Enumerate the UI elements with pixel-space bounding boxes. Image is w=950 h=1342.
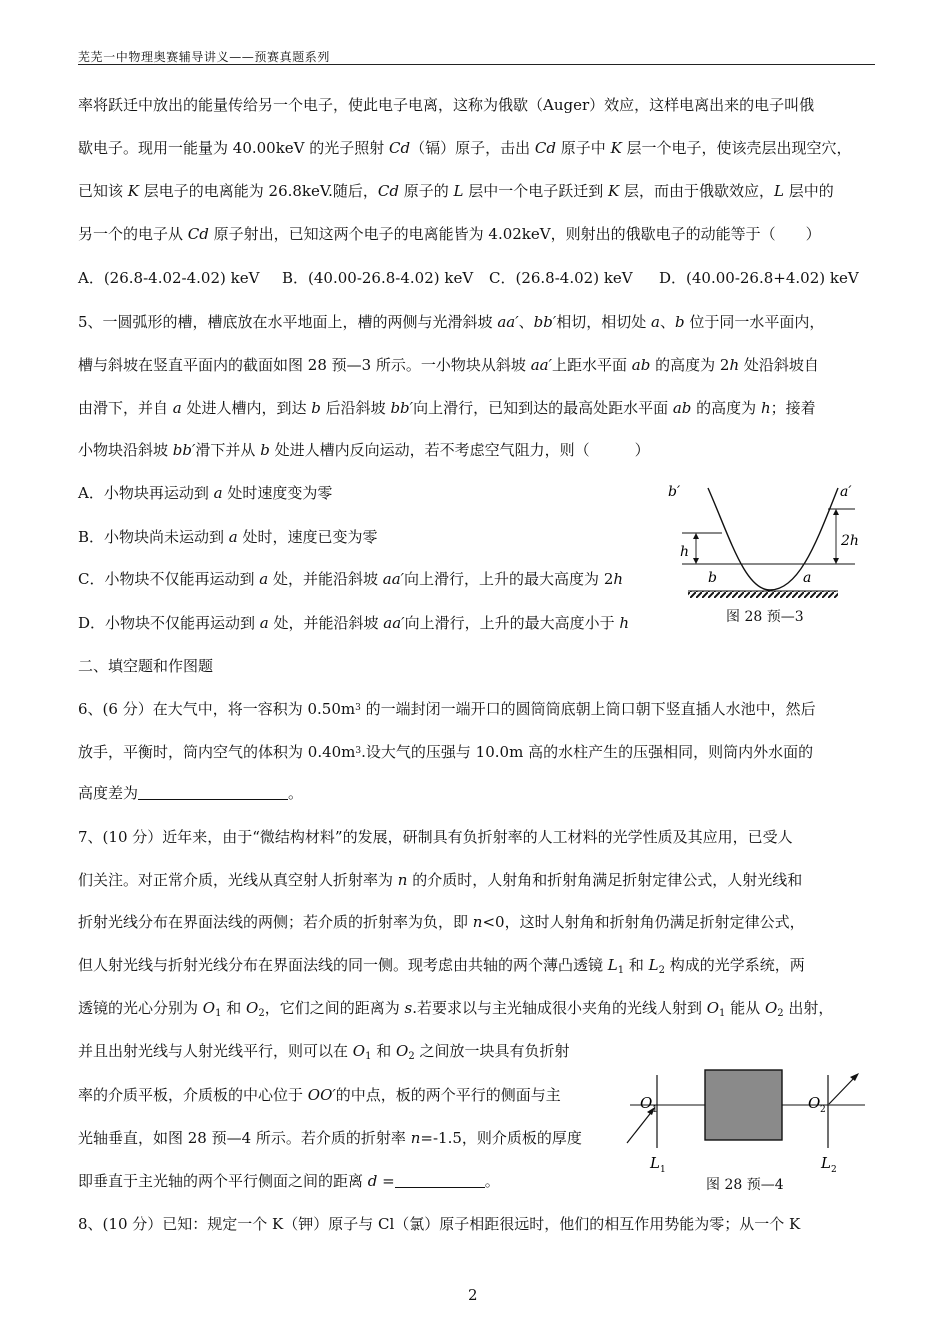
svg-text:2: 2 bbox=[820, 1105, 826, 1115]
trough-curve bbox=[708, 488, 838, 590]
q5-option-d: D．小物块不仅能再运动到 a 处，并能沿斜坡 aa′向上滑行，上升的最大高度小于 h bbox=[78, 614, 630, 632]
figure-lens-system bbox=[625, 1060, 875, 1175]
label-L2: L bbox=[821, 1154, 831, 1172]
q5-option-a: A．小物块再运动到 a 处时速度变为零 bbox=[78, 484, 333, 502]
q7-line-9: 即垂直于主光轴的两个平行侧面之间的距离 d = 。 bbox=[78, 1172, 500, 1190]
q6-line-2: 放手，平衡时，筒内空气的体积为 $0.40m^3$.设大气的压强与 10.0m 高的水柱产生的压强相同，则筒内外水面的 bbox=[78, 743, 814, 761]
q6-line-3: 高度差为 。 bbox=[78, 784, 304, 802]
q4-option-c: C．(26.8-4.02) keV bbox=[489, 269, 633, 287]
q7-line-6: 并且出射光线与人射光线平行，则可以在 $O_1$ 和 $O_2$ 之间放一块具有负折射 bbox=[78, 1042, 570, 1062]
label-b-prime: b′ bbox=[668, 484, 681, 500]
q5-line-4: 小物块沿斜坡 bb′滑下并从 b 处进人槽内反向运动，若不考虑空气阻力，则（ ） bbox=[78, 441, 650, 459]
label-2h: 2h bbox=[841, 533, 859, 549]
q5-line-1: 5、一圆弧形的槽，槽底放在水平地面上，槽的两侧与光滑斜坡 aa′、bb′相切，相切处 a、b 位于同一水平面内， bbox=[78, 313, 825, 331]
svg-text:1: 1 bbox=[652, 1105, 658, 1115]
q8-line-1: 8、(10 分）已知：规定一个 K（钾）原子与 Cl（氯）原子相距很远时，他们的相互作用势能为零；从一个 K bbox=[78, 1215, 801, 1233]
label-a: a bbox=[803, 570, 812, 586]
q7-line-3: 折射光线分布在界面法线的两侧；若介质的折射率为负，即 n<0，这时人射角和折射角仍满足折射定律公式， bbox=[78, 913, 805, 931]
svg-text:1: 1 bbox=[660, 1165, 666, 1175]
q7-line-1: 7、(10 分）近年来，由于“微结构材料”的发展，研制具有负折射率的人工材料的光学性质及其应用，已受人 bbox=[78, 828, 793, 846]
q6-answer-blank[interactable] bbox=[138, 785, 288, 800]
q4-option-d: D．(40.00-26.8+4.02) keV bbox=[659, 269, 859, 287]
q5-line-3: 由滑下，并自 a 处进人槽内，到达 b 后沿斜坡 bb′向上滑行，已知到达的最高处距水平面 ab 的高度为 h；接着 bbox=[78, 399, 816, 417]
q6-line-1: 6、(6 分）在大气中，将一容积为 $0.50m^3$ 的一端封闭一端开口的圆筒筒底朝上筒口朝下竖直插人水池中，然后 bbox=[78, 700, 816, 718]
q7-line-8: 光轴垂直，如图 28 预—4 所示。若介质的折射率 n=-1.5，则介质板的厚度 bbox=[78, 1129, 582, 1147]
label-O1: O bbox=[640, 1094, 653, 1112]
figure-trough bbox=[660, 478, 875, 603]
q4-line-1: 率将跃迁中放出的能量传给另一个电子，使此电子电离，这称为俄歇（Auger）效应，这样电离出来的电子叫俄 bbox=[78, 96, 815, 114]
q5-option-c: C．小物块不仅能再运动到 a 处，并能沿斜坡 aa′向上滑行，上升的最大高度为 2h bbox=[78, 570, 624, 588]
figure-lens-caption: 图 28 预—4 bbox=[706, 1177, 784, 1193]
figure-trough-caption: 图 28 预—3 bbox=[726, 609, 804, 625]
page-number: 2 bbox=[468, 1286, 478, 1304]
q4-option-a: A．(26.8-4.02-4.02) keV bbox=[78, 269, 260, 287]
emergent-ray bbox=[829, 1077, 855, 1104]
page-header: 芜芜一中物理奥赛辅导讲义——预赛真题系列 bbox=[78, 48, 875, 65]
ground-hatch bbox=[688, 591, 838, 598]
label-b: b bbox=[708, 570, 717, 586]
label-h: h bbox=[680, 544, 690, 560]
svg-text:2: 2 bbox=[831, 1165, 837, 1175]
q4-line-3: 已知该 K 层电子的电离能为 26.8keV.随后，Cd 原子的 L 层中一个电子跃迁到 K 层，而由于俄歇效应，L 层中的 bbox=[78, 182, 834, 200]
label-L1: L bbox=[650, 1154, 660, 1172]
q4-line-4: 另一个的电子从 Cd 原子射出，已知这两个电子的电离能皆为 4.02keV，则射出的俄歇电子的动能等于（ ） bbox=[78, 225, 821, 243]
q7-line-4: 但人射光线与折射光线分布在界面法线的同一侧。现考虑由共轴的两个薄凸透镜 $L_1$ 和 $L_2$ 构成的光学系统，两 bbox=[78, 956, 805, 976]
q5-option-b: B．小物块尚未运动到 a 处时，速度已变为零 bbox=[78, 528, 378, 546]
q4-option-b: B．(40.00-26.8-4.02) keV bbox=[282, 269, 474, 287]
label-a-prime: a′ bbox=[840, 484, 852, 500]
q7-answer-blank[interactable] bbox=[395, 1173, 485, 1188]
section-2-title: 二、填空题和作图题 bbox=[78, 657, 214, 675]
label-O2: O bbox=[808, 1094, 821, 1112]
q7-line-2: 们关注。对正常介质，光线从真空射人折射率为 n 的介质时，人射角和折射角满足折射定律公式，人射光线和 bbox=[78, 871, 803, 889]
incident-ray bbox=[627, 1110, 653, 1143]
q7-line-7: 率的介质平板，介质板的中心位于 OO′的中点，板的两个平行的侧面与主 bbox=[78, 1086, 561, 1104]
q5-line-2: 槽与斜坡在竖直平面内的截面如图 28 预—3 所示。一小物块从斜坡 aa′上距水平面 ab 的高度为 2h 处沿斜坡自 bbox=[78, 356, 819, 374]
negative-index-slab bbox=[705, 1070, 782, 1140]
q7-line-5: 透镜的光心分别为 $O_1$ 和 $O_2$，它们之间的距离为 s.若要求以与主光轴成很小夹角的光线人射到 $O_1$ 能从 $O_2$ 出射， bbox=[78, 999, 834, 1019]
q4-line-2: 歇电子。现用一能量为 40.00keV 的光子照射 Cd（镉）原子，击出 Cd 原子中 K 层一个电子，使该壳层出现空穴， bbox=[78, 139, 852, 157]
